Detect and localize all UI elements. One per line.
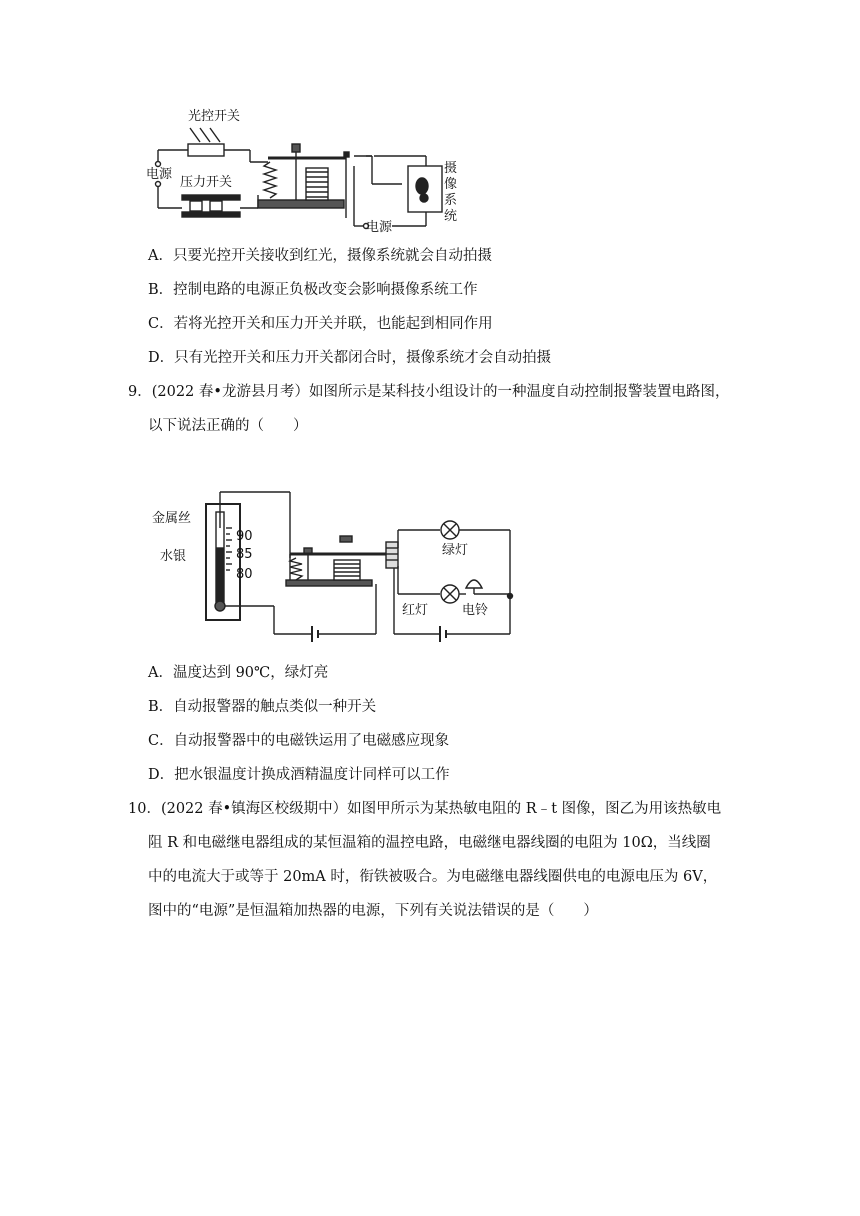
q9-stem-line-2: 以下说法正确的（ ） bbox=[148, 418, 308, 434]
q8-circuit-svg bbox=[140, 100, 458, 235]
left-power-label: 电源 bbox=[146, 167, 173, 182]
bell-label: 电铃 bbox=[462, 603, 489, 618]
camera-label-4: 统 bbox=[444, 209, 458, 224]
q8-option-a: A．只要光控开关接收到红光，摄像系统就会自动拍摄 bbox=[148, 248, 492, 264]
q10-line-1: 10．(2022 春•镇海区校级期中）如图甲所示为某热敏电阻的 R﹣t 图像，图乙为用该热敏电 bbox=[128, 801, 722, 817]
q9-stem-line-1: 9．(2022 春•龙游县月考）如图所示是某科技小组设计的一种温度自动控制报警装置电路图， bbox=[128, 384, 730, 400]
camera-label-3: 系 bbox=[444, 193, 458, 208]
mercury-label: 水银 bbox=[160, 549, 187, 564]
camera-label-2: 像 bbox=[444, 177, 458, 192]
green-lamp-label: 绿灯 bbox=[442, 543, 469, 558]
red-lamp-label: 红灯 bbox=[402, 603, 429, 618]
camera-label-1: 摄 bbox=[444, 161, 458, 176]
metal-wire-label: 金属丝 bbox=[152, 511, 192, 526]
q10-line-3: 中的电流大于或等于 20mA 时，衔铁被吸合。为电磁继电器线圈供电的电源电压为 6V， bbox=[148, 869, 718, 885]
q9-option-d: D．把水银温度计换成酒精温度计同样可以工作 bbox=[148, 767, 450, 783]
light-switch-label: 光控开关 bbox=[188, 109, 241, 124]
q9-circuit-diagram bbox=[150, 488, 530, 648]
q9-option-c: C．自动报警器中的电磁铁运用了电磁感应现象 bbox=[148, 733, 450, 749]
q8-option-d: D．只有光控开关和压力开关都闭合时，摄像系统才会自动拍摄 bbox=[148, 350, 552, 366]
pressure-switch-label: 压力开关 bbox=[180, 175, 233, 190]
q10-line-2: 阻 R 和电磁继电器组成的某恒温箱的温控电路，电磁继电器线圈的电阻为 10Ω，当线圈 bbox=[148, 835, 711, 851]
scale-80: 80 bbox=[236, 567, 253, 582]
q8-circuit-diagram bbox=[140, 100, 458, 235]
q8-option-b: B．控制电路的电源正负极改变会影响摄像系统工作 bbox=[148, 282, 478, 298]
q9-option-a: A．温度达到 90℃，绿灯亮 bbox=[148, 665, 329, 681]
scale-85: 85 bbox=[236, 547, 253, 562]
bottom-power-label: 电源 bbox=[366, 220, 393, 235]
q10-line-4: 图中的“电源”是恒温箱加热器的电源，下列有关说法错误的是（ ） bbox=[148, 903, 598, 919]
q8-option-c: C．若将光控开关和压力开关并联，也能起到相同作用 bbox=[148, 316, 493, 332]
scale-90: 90 bbox=[236, 529, 253, 544]
q9-circuit-svg bbox=[150, 488, 530, 648]
q9-option-b: B．自动报警器的触点类似一种开关 bbox=[148, 699, 377, 715]
